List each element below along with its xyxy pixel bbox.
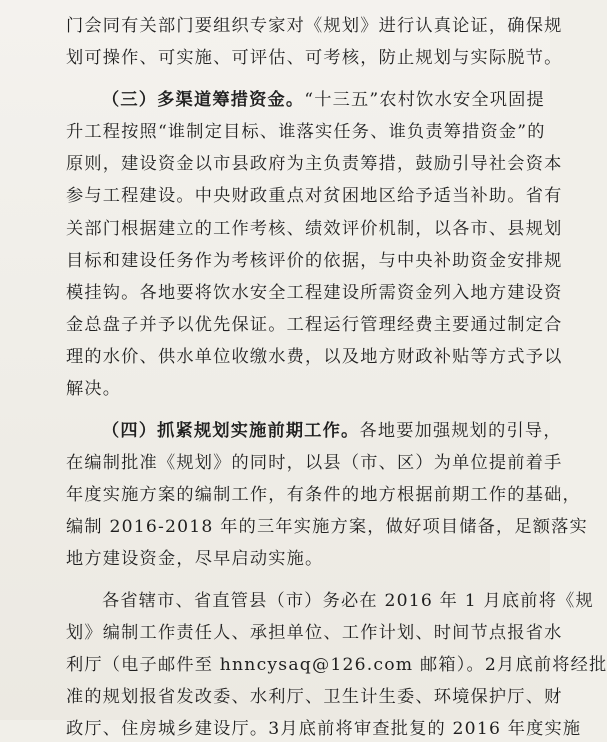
paragraph-2-line-3: 原则，建设资金以市县政府为主负责筹措，鼓励引导社会资本 [66,154,563,174]
paragraph-4-line-2: 划》编制工作责任人、承担单位、工作计划、时间节点报省水 [66,623,563,643]
paragraph-4-line-5: 政厅、住房城乡建设厅。3月底前将审查批复的 2016 年度实施 [66,719,582,739]
paragraph-3-line-1 [102,418,562,444]
paragraph-1-line-1: 门会同有关部门要组织专家对《规划》进行认真论证，确保规 [66,16,563,36]
paragraph-2-line-1-text: “十三五”农村饮水安全巩固提 [304,90,545,110]
paragraph-3-line-4: 编制 2016-2018 年的三年实施方案，做好项目储备，足额落实 [66,517,588,537]
paragraph-4-line-4: 准的规划报省发改委、水利厅、卫生计生委、环境保护厅、财 [66,687,563,707]
paragraph-3-line-5: 地方建设资金，尽早启动实施。 [66,549,324,569]
paragraph-2-line-10: 解决。 [66,379,122,399]
section-heading-4: （四）抓紧规划实施前期工作。 [102,421,360,441]
paragraph-2-line-7: 模挂钩。各地要将饮水安全工程建设所需资金列入地方建设资 [66,283,563,303]
paragraph-2-line-4: 参与工程建设。中央财政重点对贫困地区给予适当补助。省有 [66,186,563,206]
paragraph-3-line-2: 在编制批准《规划》的同时，以县（市、区）为单位提前着手 [66,453,563,473]
paragraph-2-line-2: 升工程按照“谁制定目标、谁落实任务、谁负责筹措资金”的 [66,122,546,142]
paragraph-3-line-1-text: 各地要加强规划的引导， [359,421,562,441]
paragraph-2-line-1 [102,87,545,113]
paragraph-2-line-6: 目标和建设任务作为考核评价的依据，与中央补助资金安排规 [66,251,563,271]
paragraph-4-line-3: 利厅（电子邮件至 hnncysaq@126.com 邮箱）。2月底前将经批 [66,655,607,675]
section-heading-3: （三）多渠道筹措资金。 [102,90,305,110]
paragraph-2-line-5: 关部门根据建立的工作考核、绩效评价机制，以各市、县规划 [66,219,563,239]
paragraph-2-line-9: 理的水价、供水单位收缴水费，以及地方财政补贴等方式予以 [66,347,563,367]
paragraph-4-line-1: 各省辖市、省直管县（市）务必在 2016 年 1 月底前将《规 [102,591,594,611]
paragraph-3-line-3: 年度实施方案的编制工作，有条件的地方根据前期工作的基础， [66,485,581,505]
paragraph-1-line-2: 划可操作、可实施、可评估、可考核，防止规划与实际脱节。 [66,48,563,68]
paragraph-2-line-8: 金总盘子并予以优先保证。工程运行管理经费主要通过制定合 [66,315,563,335]
